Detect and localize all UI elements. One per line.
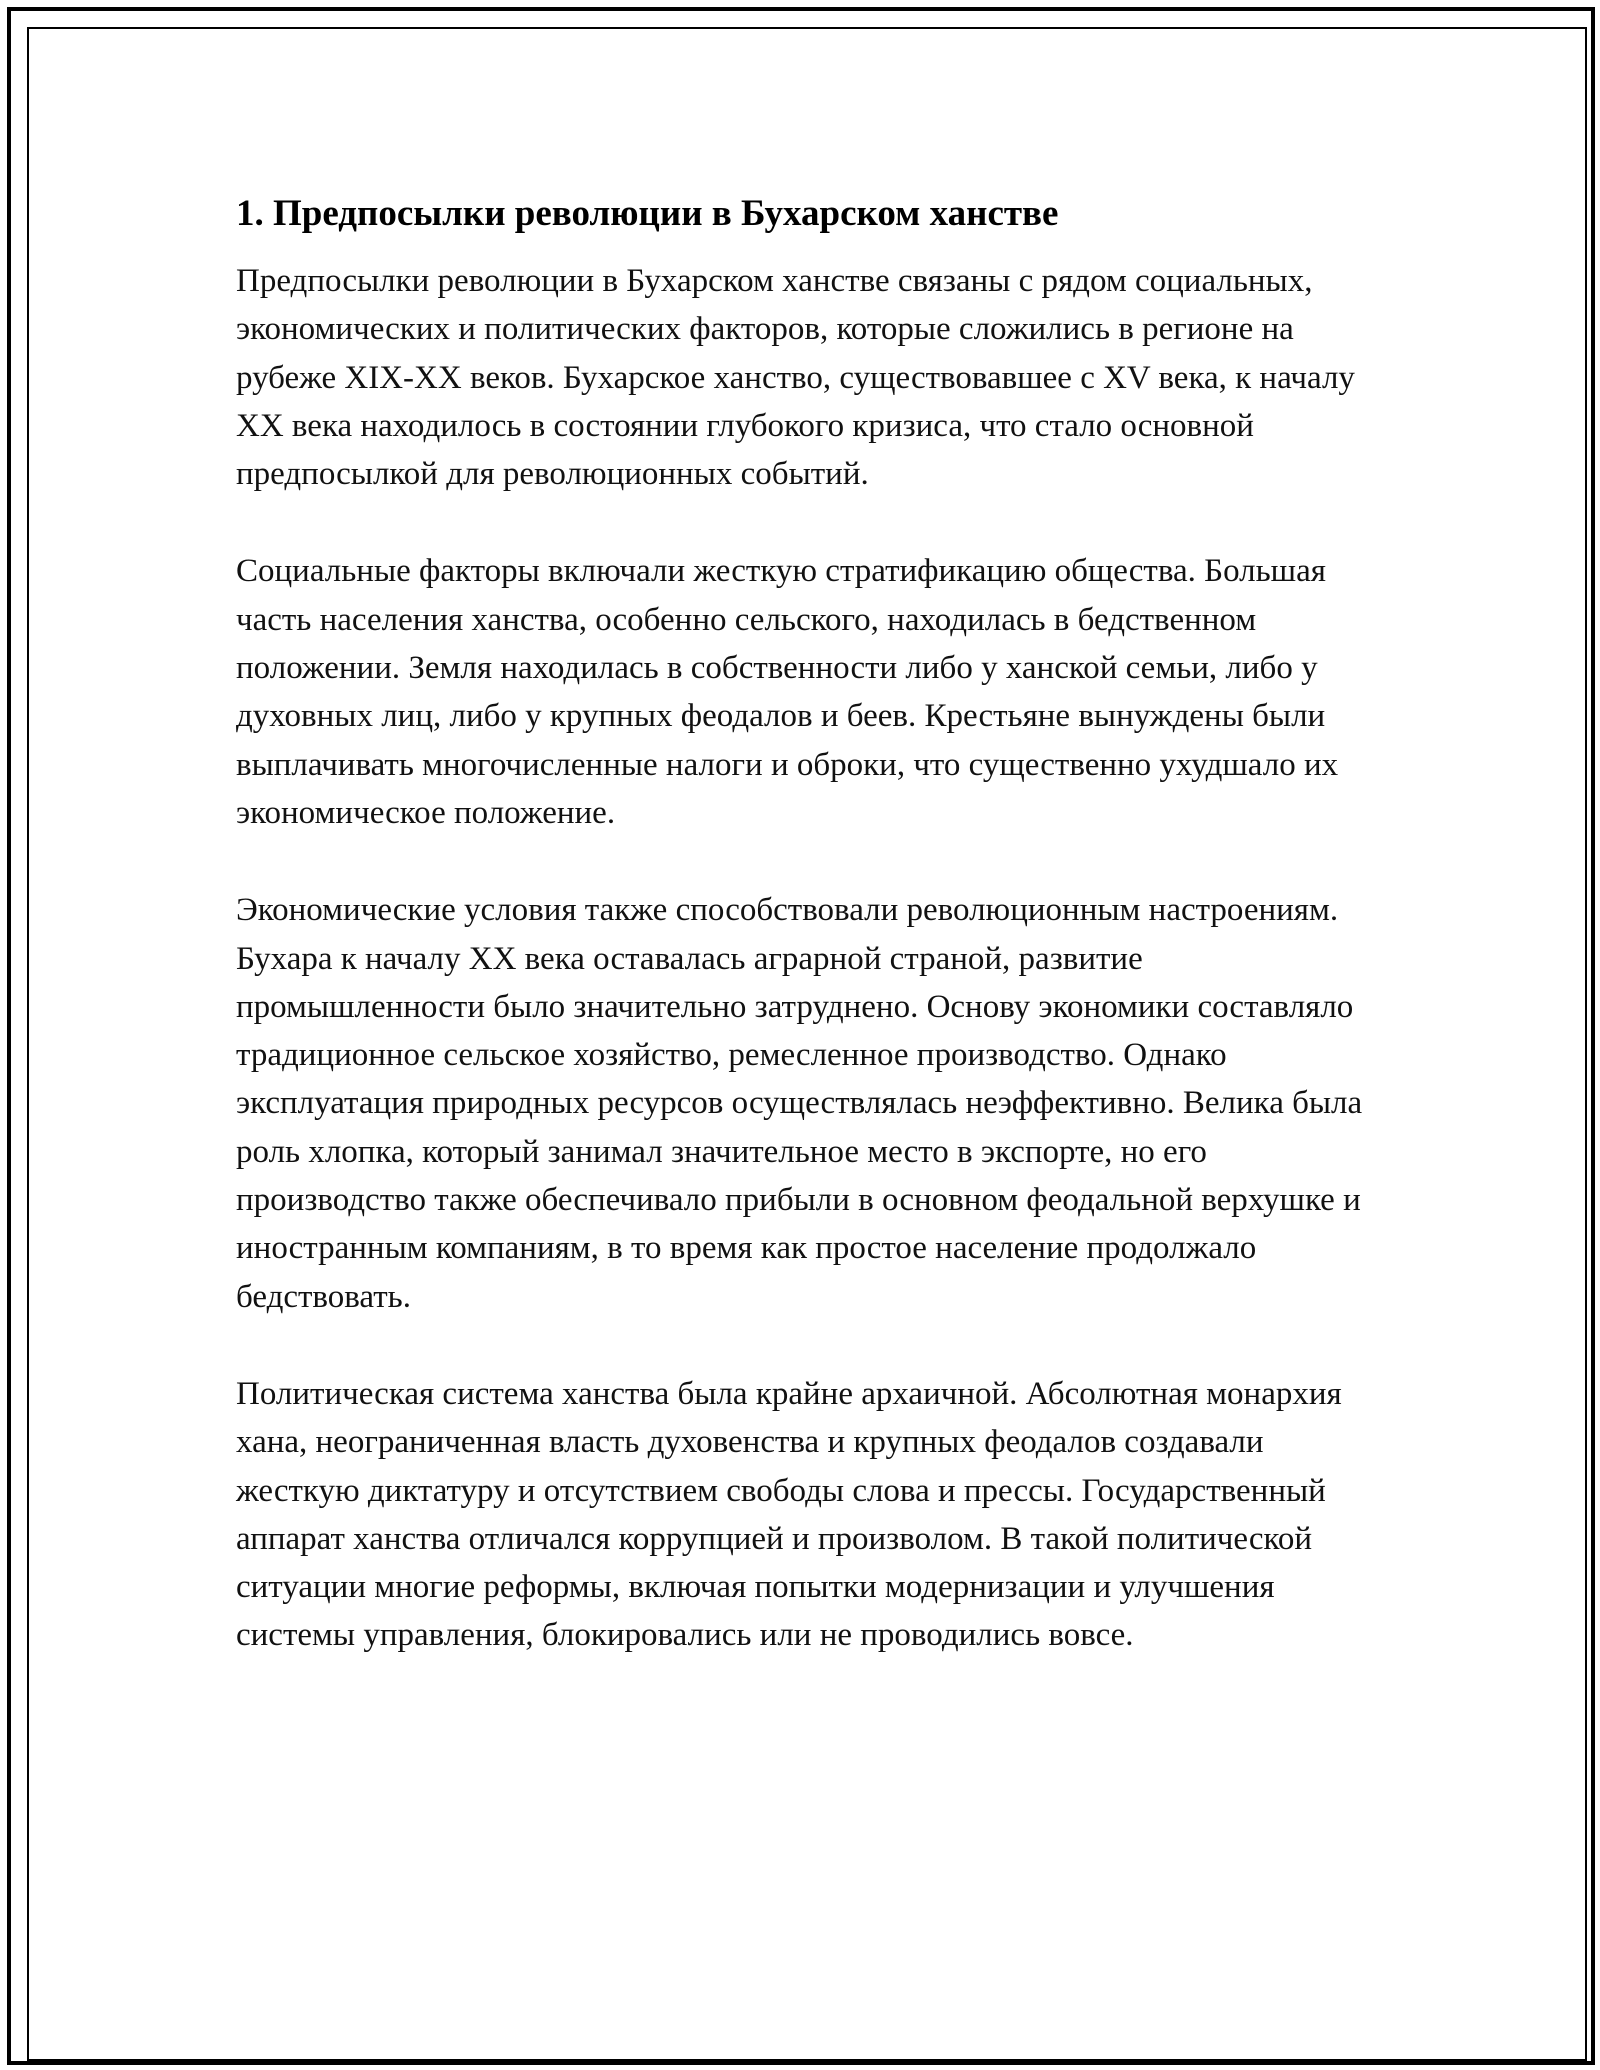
paragraph-social-factors: Социальные факторы включали жесткую стратификацию общества. Большая часть населения ханства, особенно сельского, находилась в бедственном положении. Земля находилась в собственности либо у ханской семьи, либо у духовных лиц, либо у крупных феодалов и беев. Крестьяне вынуждены были выплачивать многочисленные налоги и оброки, что существенно ухудшало их экономическое положение. [236, 553, 1339, 831]
document-body [236, 188, 1366, 1660]
paragraph-economic-conditions: Экономические условия также способствовали революционным настроениям. Бухара к началу XX века оставалась аграрной страной, развитие промышленности было значительно затруднено. Основу экономики составляло традиционное сельское хозяйство, ремесленное производство. Однако эксплуатация природных ресурсов осуществлялась неэффективно. Велика была роль хлопка, который занимал значительное место в экспорте, но его производство также обеспечивало прибыли в основном феодальной верхушке и иностранным компаниям, в то время как простое население продолжало бедствовать. [236, 892, 1363, 1315]
paragraph-prerequisites: Предпосылки революции в Бухарском ханстве связаны с рядом социальных, экономических и политических факторов, которые сложились в регионе на рубеже XIX-XX веков. Бухарское ханство, существовавшее с XV века, к началу XX века находилось в состоянии глубокого кризиса, что стало основной предпосылкой для революционных событий. [236, 263, 1355, 493]
section-heading: 1. Предпосылки революции в Бухарском ханстве [236, 193, 1059, 234]
paragraph-political-system: Политическая система ханства была крайне архаичной. Абсолютная монархия хана, неограниченная власть духовенства и крупных феодалов создавали жесткую диктатуру и отсутствием свободы слова и прессы. Государственный аппарат ханства отличался коррупцией и произволом. В такой политической ситуации многие реформы, включая попытки модернизации и улучшения системы управления, блокировались или не проводились вовсе. [236, 1375, 1342, 1654]
